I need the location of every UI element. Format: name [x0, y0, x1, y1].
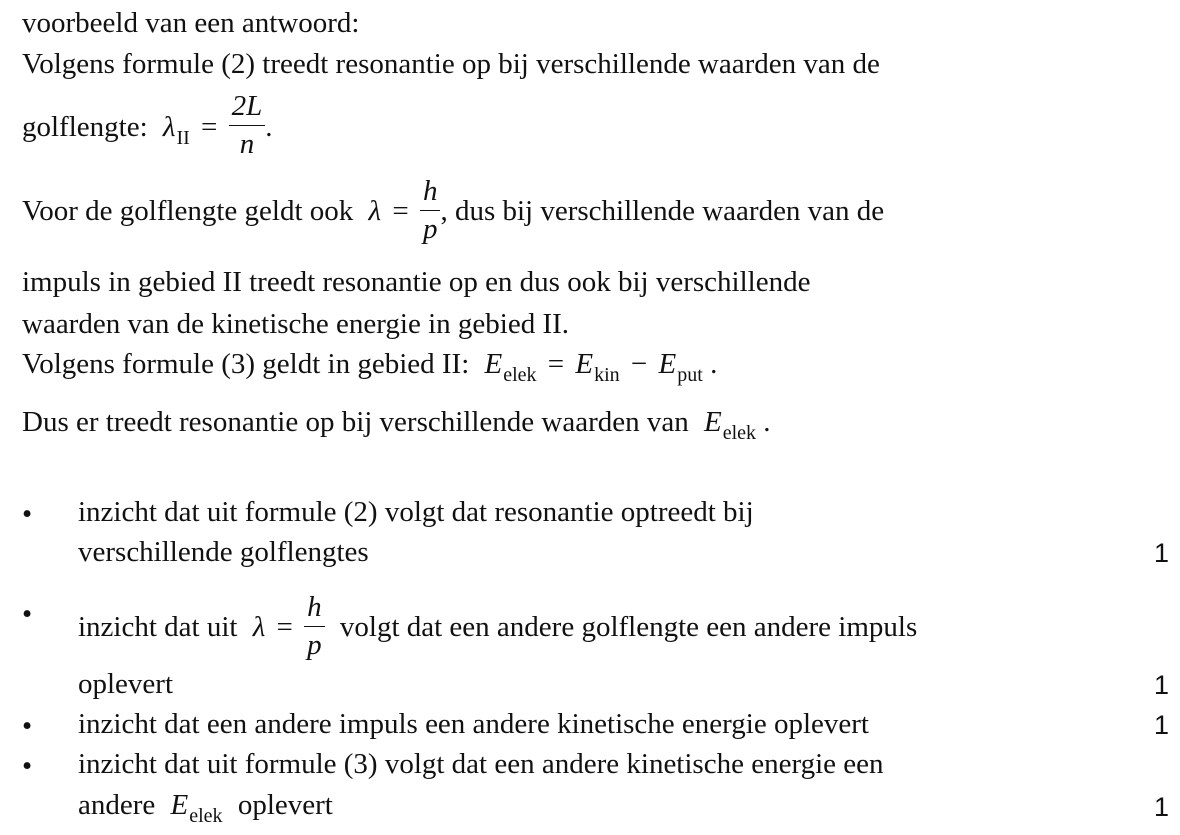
criterion-4-prefix: andere: [78, 789, 156, 821]
criterion-4-line1: inzicht dat uit formule (3) volgt dat een andere kinetische energie een: [78, 748, 884, 780]
bullet-marker: •: [22, 598, 33, 630]
fraction-h-over-p: [304, 593, 325, 660]
fraction-denominator: p: [422, 213, 438, 245]
para2-suffix: , dus bij verschillende waarden van de: [440, 195, 885, 228]
lambda-subscript: II: [176, 127, 190, 150]
para2-prefix: Voor de golflengte geldt ook: [22, 195, 354, 228]
fraction-numerator: h: [420, 177, 441, 211]
energy-subscript: elek: [722, 422, 757, 444]
energy-subscript: elek: [189, 805, 223, 827]
para2-line3: waarden van de kinetische energie in gebied II.: [22, 308, 570, 340]
para4-line: [22, 406, 771, 444]
bullet-marker: •: [22, 498, 33, 530]
energy-symbol: E: [484, 348, 503, 380]
para1-line1: Volgens formule (2) treedt resonantie op bij verschillende waarden van de: [22, 48, 880, 80]
bullet-marker: •: [22, 750, 33, 782]
equals-sign: =: [392, 195, 409, 228]
criterion-1-score: 1: [1153, 538, 1169, 568]
criterion-2-line1: [78, 591, 918, 663]
energy-subscript: elek: [503, 364, 537, 386]
fraction-denominator: p: [307, 629, 322, 661]
fraction-h-over-p: [420, 177, 441, 244]
energy-symbol: E: [658, 348, 677, 380]
criterion-4-score: 1: [1153, 792, 1169, 822]
criterion-3-score: 1: [1153, 710, 1169, 740]
para1-golflengte-label: golflengte:: [22, 111, 148, 144]
energy-symbol: E: [170, 789, 189, 821]
criterion-2-score: 1: [1153, 670, 1169, 700]
fraction-numerator: 2L: [229, 92, 266, 126]
period: .: [710, 348, 718, 380]
para4-prefix: Dus er treedt resonantie op bij verschillende waarden van: [22, 406, 689, 438]
criterion-2-line2: oplevert: [78, 668, 174, 700]
period: .: [265, 111, 273, 144]
fraction-denominator: n: [239, 128, 255, 160]
lambda-symbol: λ: [368, 195, 382, 228]
minus-sign: −: [630, 348, 648, 380]
answer-heading: voorbeeld van een antwoord:: [22, 7, 360, 39]
para2-line2: impuls in gebied II treedt resonantie op en dus ook bij verschillende: [22, 266, 811, 298]
criterion-1-line2: verschillende golflengtes: [78, 536, 369, 568]
para3-prefix: Volgens formule (3) geldt in gebied II:: [22, 348, 470, 380]
para1-line2: [22, 90, 273, 163]
lambda-symbol: λ: [162, 111, 176, 144]
criterion-1-line1: inzicht dat uit formule (2) volgt dat resonantie optreedt bij: [78, 496, 754, 528]
energy-symbol: E: [704, 406, 722, 438]
fraction-numerator: h: [304, 593, 325, 627]
para2-line1: [22, 175, 885, 247]
period: .: [763, 406, 771, 438]
energy-symbol: E: [575, 348, 594, 380]
para3-line: [22, 348, 718, 386]
criterion-4-suffix: oplevert: [237, 789, 333, 821]
criterion-3-line1: inzicht dat een andere impuls een andere kinetische energie oplevert: [78, 708, 869, 740]
equals-sign: =: [201, 111, 218, 144]
lambda-symbol: λ: [252, 611, 266, 644]
energy-subscript: put: [677, 364, 703, 386]
criterion-2-prefix: inzicht dat uit: [78, 611, 238, 644]
energy-subscript: kin: [594, 364, 620, 386]
criterion-2-suffix: volgt dat een andere golflengte een andere impuls: [339, 611, 918, 644]
fraction-2L-over-n: [229, 92, 266, 159]
equals-sign: =: [547, 348, 565, 380]
bullet-marker: •: [22, 710, 33, 742]
criterion-4-line2: [78, 789, 333, 827]
equals-sign: =: [276, 611, 293, 644]
